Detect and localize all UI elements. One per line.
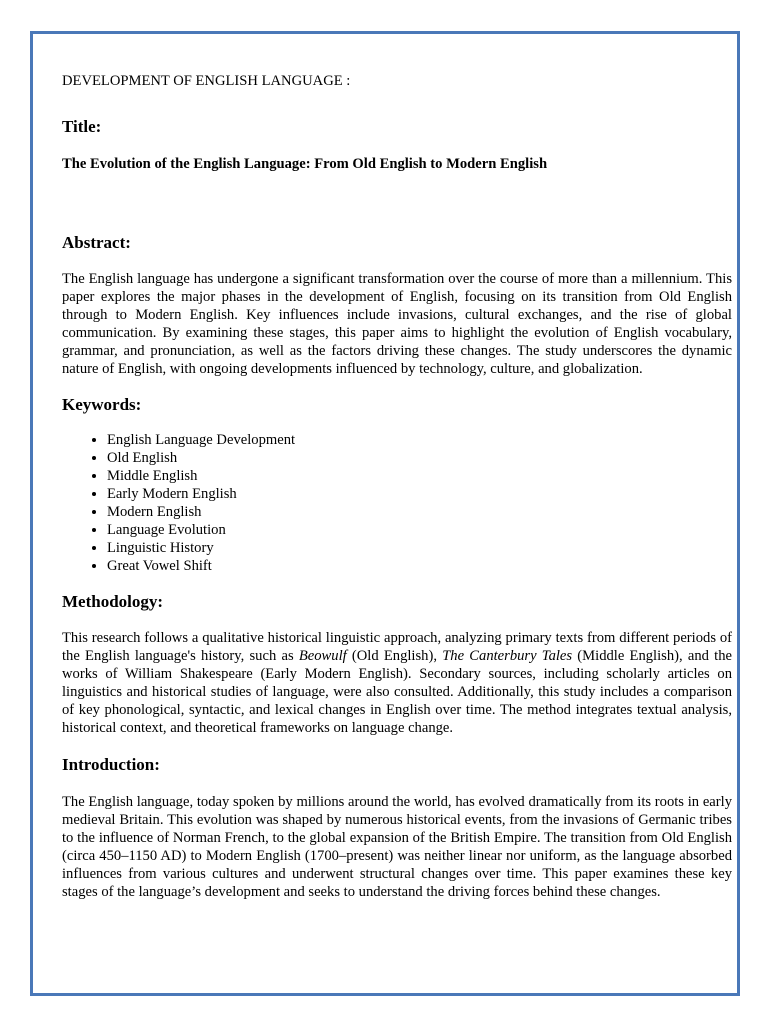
abstract-text: The English language has undergone a significant transformation over the course of more than a millennium. This paper explores the major phases in the development of English, focusing on its transition from Old English through to Modern English. Key influences include invasions, cultural exchanges, and the rise of global communication. By examining these stages, this paper aims to highlight the evolution of English vocabulary, grammar, and pronunciation, as well as the factors driving these changes. The study underscores the dynamic nature of English, with ongoing developments influenced by technology, culture, and globalization. — [62, 271, 732, 377]
keyword-item: • Old English — [107, 449, 732, 467]
methodology-text — [62, 629, 732, 737]
keyword-item: • Language Evolution — [107, 521, 732, 539]
keyword-item: • Early Modern English — [107, 485, 732, 503]
introduction-heading: Introduction: — [62, 755, 160, 774]
abstract-heading: Abstract: — [62, 233, 131, 252]
document-heading: DEVELOPMENT OF ENGLISH LANGUAGE : — [62, 73, 351, 89]
introduction-text: The English language, today spoken by millions around the world, has evolved dramatically from its roots in early medieval Britain. This evolution was shaped by numerous historical events, from the invasions of Germanic tribes to the influence of Norman French, to the global expansion of the British Empire. The transition from Old English (circa 450–1150 AD) to Modern English (1700–present) was neither linear nor uniform, as the language absorbed influences from various cultures and underwent structural changes over time. This paper examines these key stages of the language’s development and seeks to understand the driving forces behind these changes. — [62, 794, 732, 900]
methodology-heading: Methodology: — [62, 592, 164, 611]
document-body — [62, 72, 732, 901]
keywords-list — [62, 431, 732, 575]
title-label: Title: — [62, 117, 102, 136]
keywords-heading: Keywords: — [62, 395, 142, 414]
keyword-item: • English Language Development — [107, 431, 732, 449]
keyword-item: • Linguistic History — [107, 539, 732, 557]
keyword-item: • Middle English — [107, 467, 732, 485]
keyword-item: • Modern English — [107, 503, 732, 521]
work-title-beowulf: Beowulf — [298, 648, 347, 664]
methodology-text-part: (Middle English), and the works of William Shakespeare (Early Modern English). Secondary sources, including scholarly articles on linguistics and historical studies of language, were also consulted. Additionally, this study includes a comparison of key phonological, syntactic, and lexical changes in English over time. The method integrates textual analysis, historical context, and theoretical frameworks on language change. — [62, 648, 732, 736]
methodology-text-part: This research follows a qualitative historical linguistic approach, analyzing primary texts from different periods of the English language's history, such as — [62, 630, 732, 664]
keyword-item: • Great Vowel Shift — [107, 557, 732, 575]
paper-title: The Evolution of the English Language: From Old English to Modern English — [62, 156, 548, 172]
methodology-text-part: (Old English), — [346, 648, 443, 664]
work-title-canterbury-tales: The Canterbury Tales — [442, 648, 573, 664]
